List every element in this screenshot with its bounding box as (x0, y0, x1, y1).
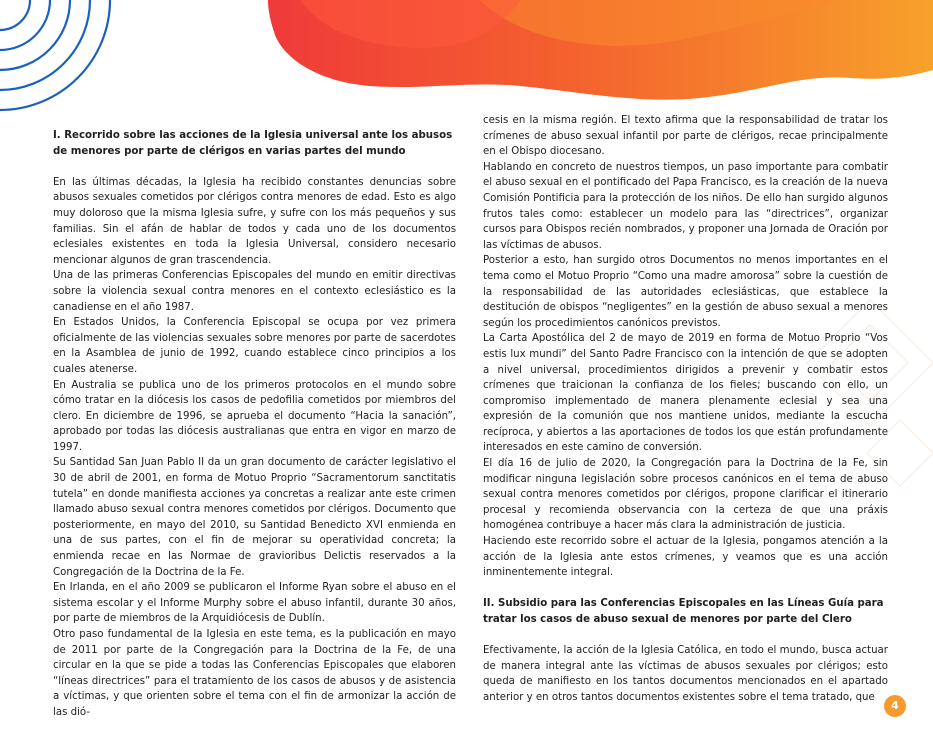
paragraph: Otro paso fundamental de la Iglesia en este tema, es la publicación en mayo de 2011 por parte de la Congregación para la Doctrina de la Fe, de una circular en la que se pide a todas las Conferencias Episcopales que elaboren “líneas directrices” para el tratamiento de los casos de abusos y de asistencia a víctimas, y que orienten sobre el tema con el fin de armonizar la acción de las dió- (53, 629, 456, 718)
page-number-badge: 4 (884, 695, 906, 717)
paragraph: Efectivamente, la acción de la Iglesia Católica, en todo el mundo, busca actuar de manera integral ante las víctimas de abusos sexuales por clérigos; esto queda de manifiesto en los tantos documentos mencionados en el apartado anterior y en otros tantos documentos existentes sobre el tema tratado, que (483, 645, 888, 703)
paragraph: El día 16 de julio de 2020, la Congregación para la Doctrina de la Fe, sin modificar ninguna legislación sobre procesos canónicos en el tema de abuso sexual contra menores cometidos por clérigos, propone clarificar el itinerario procesal y recomienda observancia con la certeza de que una práxis homogénea contribuye a hacer más clara la administración de justicia. (483, 458, 888, 532)
paragraph: En Estados Unidos, la Conferencia Episcopal se ocupa por vez primera oficialmente de las violencias sexuales sobre menores por parte de sacerdotes en la Asamblea de junio de 1992, cuando establece cinco principios a los cuales atenerse. (53, 317, 456, 375)
paragraph: Una de las primeras Conferencias Episcopales del mundo en emitir directivas sobre la violencia sexual contra menores en el contexto eclesiástico es la canadiense en el año 1987. (53, 270, 456, 313)
paragraph: En las últimas décadas, la Iglesia ha recibido constantes denuncias sobre abusos sexuales cometidos por clérigos contra menores de edad. Esto es algo muy doloroso que la misma Iglesia sufre, y sufre con los más pequeños y sus familias. Sin el afán de hablar de todos y cada uno de los documentos eclesiales existentes en toda la Iglesia Universal, considero necesario mencionar algunos de gran trascendencia. (53, 176, 456, 266)
paragraph: Posterior a esto, han surgido otros Documentos no menos importantes en el tema como el Motuo Proprio “Como una madre amorosa” sobre la cuestión de la responsabilidad de las autoridades eclesiásticas, que establece la destitución de obispos “negligentes” en la gestión de abuso sexual a menores según los procedimientos canónicos previstos. (483, 255, 888, 329)
paragraph: Su Santidad San Juan Pablo II da un gran documento de carácter legislativo el 30 de abril de 2001, en forma de Motuo Proprio “Sacramentorum sanctitatis tutela” en donde manifiesta acciones ya concretas a realizar ante este crimen llamado abuso sexual contra menores cometidos por clérigos. Documento que posteriormente, en mayo del 2010, su Santidad Benedicto XVI enmienda en una de sus partes, con el fin de mejorar su operatividad concreta; la enmienda recae en las Normae de gravioribus Delictis reservados a la Congregación de la Doctrina de la Fe. (53, 457, 456, 578)
section-heading-1: I. Recorrido sobre las acciones de la Iglesia universal ante los abusos de menores por parte de clérigos en varias partes del mundo (53, 130, 453, 157)
paragraph: En Australia se publica uno de los primeros protocolos en el mundo sobre cómo tratar en la diócesis los casos de pedofilia cometidos por miembros del clero. En diciembre de 1996, se aprueba el documento “Hacia la sanación”, aprobado por todas las diócesis australianas que entra en vigor en marzo de 1997. (53, 379, 456, 453)
paragraph: La Carta Apostólica del 2 de mayo de 2019 en forma de Motuo Proprio “Vos estis lux mundi” del Santo Padre Francisco con la intención de que se adopten a nivel universal, procedimientos dirigidos a prevenir y combatir estos crímenes que traicionan la confianza de los fieles; buscando con ello, un compromiso implementado de manera plenamente eclesial y sea una expresión de la comunión que nos mantiene unidos, mediante la escucha recíproca, y abiertos a las aportaciones de todos los que están profundamente interesados en este camino de conversión. (483, 333, 888, 454)
section-heading-2: II. Subsidio para las Conferencias Episcopales en las Líneas Guía para tratar los casos de abuso sexual de menores por parte del Clero (483, 598, 884, 625)
paragraph: Hablando en concreto de nuestros tiempos, un paso importante para combatir el abuso sexual en el pontificado del Papa Francisco, es la creación de la nueva Comisión Pontificia para la protección de los niños. De ello han surgido algunos frutos tales como: establecer un modelo para las “directrices”, organizar cursos para Obispos recién nombrados, y proponer una Jornada de Oración por las víctimas de abusos. (483, 161, 888, 251)
left-column (53, 128, 456, 721)
right-column (483, 113, 888, 706)
paragraph: cesis en la misma región. El texto afirma que la responsabilidad de tratar los crímenes de abuso sexual infantil por parte de clérigos, recae principalmente en el Obispo diocesano. (483, 115, 888, 158)
paragraph: Haciendo este recorrido sobre el actuar de la Iglesia, pongamos atención a la acción de la Iglesia ante estos crímenes, y veamos que es una acción inminentemente integral. (483, 536, 888, 579)
paragraph: En Irlanda, en el año 2009 se publicaron el Informe Ryan sobre el abuso en el sistema escolar y el Informe Murphy sobre el abuso infantil, durante 30 años, por parte de miembros de la Arquidiócesis de Dublín. (53, 582, 456, 625)
